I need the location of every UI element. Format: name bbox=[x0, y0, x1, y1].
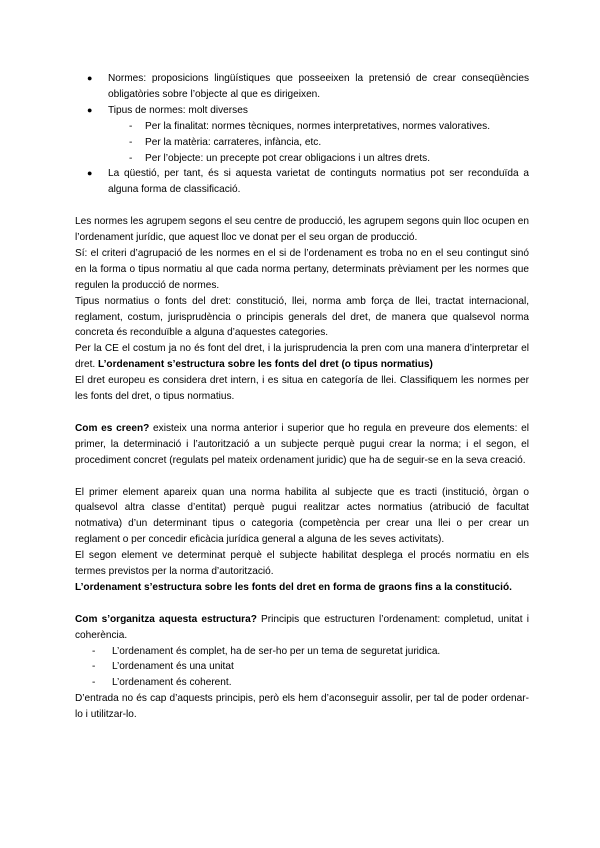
bullet-item bbox=[75, 71, 529, 103]
paragraph-bold: L’ordenament s’estructura sobre les fonts del dret (o tipus normatius) bbox=[98, 359, 433, 371]
dash-item-text: L’ordenament és complet, ha de ser-ho per un tema de seguretat juridica. bbox=[112, 645, 441, 657]
dash-icon: - bbox=[92, 661, 96, 673]
dash-item-text: L’ordenament és coherent. bbox=[112, 677, 232, 689]
sub-item-text: Per la finalitat: normes tècniques, normes interpretatives, normes valoratives. bbox=[145, 120, 491, 132]
bullet-list bbox=[75, 71, 529, 198]
bullet-icon: ● bbox=[87, 168, 93, 179]
sub-item-text: Per l’objecte: un precepte pot crear obligacions i un altres drets. bbox=[145, 152, 431, 164]
paragraph-bold: Com es creen? bbox=[75, 422, 150, 434]
sub-item bbox=[108, 135, 529, 151]
paragraph-text: Principis que estructuren l’ordenament: completud, unitat i coherència. bbox=[75, 613, 529, 641]
paragraph-text: Per la CE el costum ja no és font del dret, i la jurisprudencia la pren com una manera d’interpretar el dret. bbox=[75, 343, 529, 371]
dash-icon: - bbox=[92, 645, 96, 657]
bullet-icon: ● bbox=[87, 73, 93, 83]
paragraph bbox=[75, 421, 529, 469]
paragraph bbox=[75, 612, 529, 644]
dash-item bbox=[75, 675, 529, 691]
sub-item-text: Per la matèria: carrateres, infància, etc. bbox=[145, 136, 322, 148]
paragraph bbox=[75, 580, 529, 596]
paragraph: El dret europeu es considera dret intern, i es situa en categoría de llei. Classifiquem les normes per les fonts del dret, o tipus normatius. bbox=[75, 375, 529, 403]
paragraph: Tipus normatius o fonts del dret: constitució, llei, norma amb força de llei, tractat internacional, reglament, costum, jurisprudència o principis generals del dret, de manera que qualsevol norma concreta és reconduïble a alguna d’aquestes categories. bbox=[75, 295, 529, 339]
bullet-item bbox=[75, 166, 529, 198]
bullet-item bbox=[75, 103, 529, 167]
paragraph: D’entrada no és cap d’aquests principis, però els hem d’aconseguir assolir, per tal de poder ordenar-lo i utilitzar-lo. bbox=[75, 693, 529, 721]
document-content bbox=[75, 71, 529, 723]
sub-item bbox=[108, 119, 529, 135]
dash-item bbox=[75, 644, 529, 660]
paragraph: Sí: el criteri d’agrupació de les normes en el si de l’ordenament es troba no en el seu contingut sinó en la forma o tipus normatiu al que cada norma pertany, determinats prèviament per les normes que regulen la producció de normes. bbox=[75, 247, 529, 291]
paragraph-text: existeix una norma anterior i superior que ho regula en preveure dos elements: el primer, la determinació i l’autorització a un subjecte perquè pugui crear la norma; i el segon, el procediment concret (regulats pel mateix ordenament juridic) que ha de seguir-se en la seva creació. bbox=[75, 422, 529, 466]
dash-icon: - bbox=[129, 136, 133, 148]
sub-item bbox=[108, 151, 529, 167]
paragraph bbox=[75, 341, 529, 373]
paragraph: El segon element ve determinat perquè el subjecte habilitat desplega el procés normatiu en els termes previstos per la norma d’autorització. bbox=[75, 550, 529, 578]
bullet-icon: ● bbox=[87, 104, 93, 115]
paragraph: Les normes les agrupem segons el seu centre de producció, les agrupem segons quin lloc ocupen en l’ordenament jurídic, que aquest lloc ve donat per el seu organ de producció. bbox=[75, 216, 529, 244]
paragraph-bold: Com s’organitza aquesta estructura? bbox=[75, 613, 257, 625]
dash-item-text: L’ordenament és una unitat bbox=[112, 661, 234, 673]
dash-icon: - bbox=[129, 120, 133, 132]
paragraph-bold: L’ordenament s’estructura sobre les fonts del dret en forma de graons fins a la constitució. bbox=[75, 581, 512, 593]
dash-icon: - bbox=[129, 152, 133, 164]
dash-icon: - bbox=[92, 677, 96, 689]
bullet-text: Tipus de normes: molt diverses bbox=[108, 104, 248, 116]
bullet-text: Normes: proposicions lingüístiques que posseeixen la pretensió de crear conseqüències obligatòries sobre l’objecte al que es dirigeixen. bbox=[108, 73, 529, 100]
dash-list bbox=[75, 644, 529, 692]
bullet-text: La qüestió, per tant, és si aquesta varietat de continguts normatius pot ser reconduïda a alguna forma de classificació. bbox=[108, 168, 529, 196]
sub-list bbox=[108, 119, 529, 167]
dash-item bbox=[75, 659, 529, 675]
paragraph: El primer element apareix quan una norma habilita al subjecte que es tracti (institució, òrgan o qualsevol altra classe d’entitat) perquè pugui realitzar actes normatius (atribució de facultat notmativa) d’un determinant tipus o categoria (competència per crear una llei o per crear un reglament o per concedir eficàcia jurídica general a alguna de les seves activitats). bbox=[75, 486, 529, 546]
